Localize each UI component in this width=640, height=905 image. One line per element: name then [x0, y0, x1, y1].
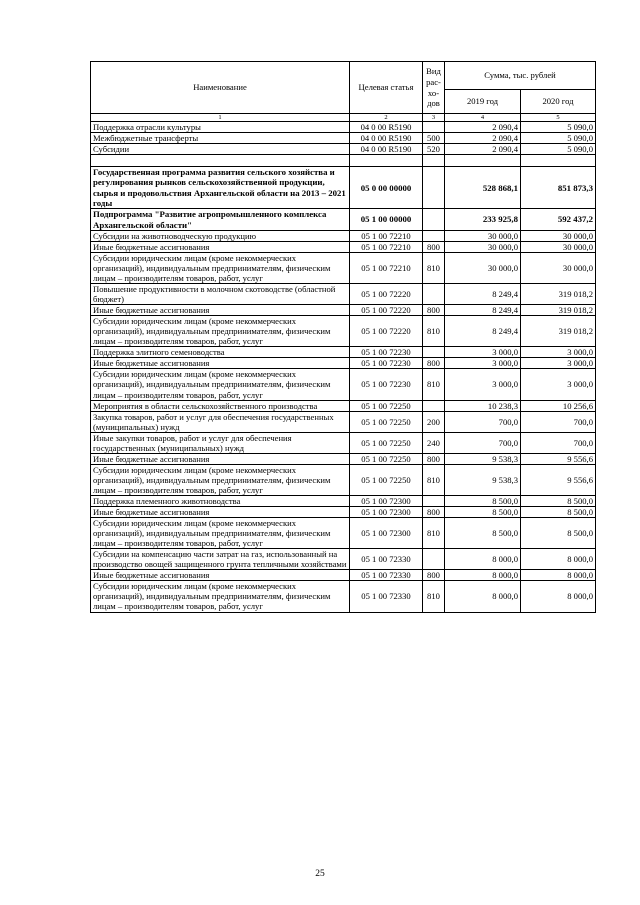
- table-row: [91, 432, 596, 453]
- column-number: 1: [91, 114, 350, 122]
- table-row: [91, 230, 596, 241]
- row-target-article: 05 1 00 72330: [350, 549, 423, 570]
- row-sum-2020: [521, 155, 596, 167]
- header-kind-line: дов: [427, 98, 440, 109]
- row-name: Поддержка элитного семеноводства: [91, 347, 350, 358]
- row-name: Поддержка племенного животноводства: [91, 496, 350, 507]
- table-row: [91, 518, 596, 549]
- row-target-article: 04 0 00 R5190: [350, 122, 423, 133]
- row-target-article: 05 1 00 72230: [350, 347, 423, 358]
- table-row: [91, 581, 596, 612]
- table-row: [91, 133, 596, 144]
- table-row: [91, 496, 596, 507]
- row-name: Субсидии юридическим лицам (кроме некоммерческих организаций), индивидуальным предпринимателям, физическим лицам – производителям товаров, работ, услуг: [91, 316, 350, 347]
- table-row: [91, 284, 596, 305]
- table-row: [91, 453, 596, 464]
- row-expense-kind: 810: [423, 581, 445, 612]
- row-expense-kind: 500: [423, 133, 445, 144]
- row-target-article: 05 1 00 72300: [350, 496, 423, 507]
- row-name: Субсидии юридическим лицам (кроме некоммерческих организаций), индивидуальным предпринимателям, физическим лицам – производителям товаров, работ, услуг: [91, 369, 350, 400]
- column-number: 3: [423, 114, 445, 122]
- table-row: [91, 155, 596, 167]
- row-sum-2020: 851 873,3: [521, 167, 596, 209]
- row-sum-2020: 9 556,6: [521, 453, 596, 464]
- table-row: [91, 347, 596, 358]
- table-row: [91, 209, 596, 231]
- row-name: Субсидии юридическим лицам (кроме некоммерческих организаций), индивидуальным предпринимателям, физическим лицам – производителям товаров, работ, услуг: [91, 252, 350, 283]
- row-name: Иные бюджетные ассигнования: [91, 453, 350, 464]
- row-name: Межбюджетные трансферты: [91, 133, 350, 144]
- row-name: Закупка товаров, работ и услуг для обеспечения государственных (муниципальных) нужд: [91, 411, 350, 432]
- row-name: Государственная программа развития сельского хозяйства и регулирования рынков сельскохозяйственной продукции, сырья и продовольствия Архангельской области на 2013 – 2021 годы: [91, 167, 350, 209]
- table-row: [91, 241, 596, 252]
- row-sum-2019: 8 000,0: [445, 570, 521, 581]
- header-kind-line: хо-: [427, 87, 440, 98]
- row-sum-2020: 5 090,0: [521, 133, 596, 144]
- table-row: [91, 316, 596, 347]
- row-sum-2019: 8 000,0: [445, 581, 521, 612]
- row-sum-2019: 2 090,4: [445, 133, 521, 144]
- row-sum-2019: 3 000,0: [445, 358, 521, 369]
- table-row: [91, 464, 596, 495]
- row-sum-2019: [445, 155, 521, 167]
- column-number-row: [91, 114, 596, 122]
- row-sum-2019: 2 090,4: [445, 122, 521, 133]
- row-target-article: 04 0 00 R5190: [350, 133, 423, 144]
- row-name: [91, 155, 350, 167]
- row-sum-2019: 8 500,0: [445, 518, 521, 549]
- budget-table: [90, 61, 596, 613]
- row-target-article: 05 1 00 72220: [350, 284, 423, 305]
- table-row: [91, 507, 596, 518]
- row-sum-2020: 30 000,0: [521, 241, 596, 252]
- row-sum-2019: 3 000,0: [445, 369, 521, 400]
- row-sum-2020: 10 256,6: [521, 400, 596, 411]
- row-expense-kind: 800: [423, 507, 445, 518]
- row-sum-2020: 8 500,0: [521, 496, 596, 507]
- row-expense-kind: 800: [423, 453, 445, 464]
- row-expense-kind: [423, 209, 445, 231]
- row-name: Поддержка отрасли культуры: [91, 122, 350, 133]
- row-sum-2020: 5 090,0: [521, 144, 596, 155]
- row-name: Субсидии юридическим лицам (кроме некоммерческих организаций), индивидуальным предпринимателям, физическим лицам – производителям товаров, работ, услуг: [91, 518, 350, 549]
- row-sum-2020: 3 000,0: [521, 369, 596, 400]
- row-name: Субсидии юридическим лицам (кроме некоммерческих организаций), индивидуальным предпринимателям, физическим лицам – производителям товаров, работ, услуг: [91, 581, 350, 612]
- table-row: [91, 400, 596, 411]
- row-target-article: 05 1 00 72250: [350, 411, 423, 432]
- row-target-article: 05 1 00 72250: [350, 464, 423, 495]
- row-target-article: 05 1 00 00000: [350, 209, 423, 231]
- row-sum-2019: 233 925,8: [445, 209, 521, 231]
- row-target-article: 05 1 00 72330: [350, 581, 423, 612]
- header-kind-line: Вид: [426, 66, 441, 77]
- table-row: [91, 570, 596, 581]
- table-row: [91, 144, 596, 155]
- row-sum-2019: 8 500,0: [445, 507, 521, 518]
- row-sum-2020: 8 000,0: [521, 581, 596, 612]
- row-sum-2019: 528 868,1: [445, 167, 521, 209]
- row-sum-2019: 3 000,0: [445, 347, 521, 358]
- row-target-article: 05 1 00 72300: [350, 507, 423, 518]
- row-name: Иные бюджетные ассигнования: [91, 358, 350, 369]
- row-name: Иные закупки товаров, работ и услуг для обеспечения государственных (муниципальных) нужд: [91, 432, 350, 453]
- page-number: 25: [315, 869, 325, 879]
- row-target-article: [350, 155, 423, 167]
- row-expense-kind: [423, 347, 445, 358]
- row-target-article: 05 1 00 72210: [350, 241, 423, 252]
- row-name: Иные бюджетные ассигнования: [91, 241, 350, 252]
- row-expense-kind: 800: [423, 358, 445, 369]
- table-row: [91, 549, 596, 570]
- row-sum-2020: 30 000,0: [521, 252, 596, 283]
- row-target-article: 05 1 00 72230: [350, 358, 423, 369]
- row-expense-kind: 810: [423, 316, 445, 347]
- row-target-article: 05 1 00 72230: [350, 369, 423, 400]
- row-sum-2020: 30 000,0: [521, 230, 596, 241]
- row-expense-kind: 810: [423, 518, 445, 549]
- table-row: [91, 369, 596, 400]
- row-sum-2019: 2 090,4: [445, 144, 521, 155]
- row-sum-2020: 319 018,2: [521, 316, 596, 347]
- row-name: Подпрограмма "Развитие агропромышленного комплекса Архангельской области": [91, 209, 350, 231]
- row-sum-2019: 700,0: [445, 411, 521, 432]
- header-target-article: Целевая статья: [350, 62, 423, 114]
- row-name: Субсидии: [91, 144, 350, 155]
- row-target-article: 05 1 00 72220: [350, 305, 423, 316]
- column-number: 4: [445, 114, 521, 122]
- row-name: Субсидии на животноводческую продукцию: [91, 230, 350, 241]
- row-name: Субсидии юридическим лицам (кроме некоммерческих организаций), индивидуальным предпринимателям, физическим лицам – производителям товаров, работ, услуг: [91, 464, 350, 495]
- row-target-article: 05 1 00 72330: [350, 570, 423, 581]
- header-year-2020: 2020 год: [521, 90, 596, 114]
- row-target-article: 05 1 00 72220: [350, 316, 423, 347]
- row-sum-2020: 8 500,0: [521, 518, 596, 549]
- row-expense-kind: [423, 549, 445, 570]
- row-target-article: 05 1 00 72250: [350, 432, 423, 453]
- row-expense-kind: 800: [423, 305, 445, 316]
- row-expense-kind: [423, 284, 445, 305]
- row-sum-2020: 592 437,2: [521, 209, 596, 231]
- row-sum-2020: 5 090,0: [521, 122, 596, 133]
- column-number: 5: [521, 114, 596, 122]
- row-sum-2020: 700,0: [521, 411, 596, 432]
- row-sum-2019: 10 238,3: [445, 400, 521, 411]
- row-expense-kind: 240: [423, 432, 445, 453]
- table-row: [91, 358, 596, 369]
- column-number: 2: [350, 114, 423, 122]
- table-row: [91, 411, 596, 432]
- row-name: Иные бюджетные ассигнования: [91, 570, 350, 581]
- header-name: Наименование: [91, 62, 350, 114]
- row-target-article: 04 0 00 R5190: [350, 144, 423, 155]
- header-sum: Сумма, тыс. рублей: [445, 62, 596, 90]
- row-sum-2020: 3 000,0: [521, 358, 596, 369]
- row-name: Иные бюджетные ассигнования: [91, 507, 350, 518]
- row-expense-kind: 800: [423, 570, 445, 581]
- row-expense-kind: 200: [423, 411, 445, 432]
- row-sum-2019: 30 000,0: [445, 230, 521, 241]
- row-name: Мероприятия в области сельскохозяйственного производства: [91, 400, 350, 411]
- row-sum-2019: 30 000,0: [445, 252, 521, 283]
- table-row: [91, 305, 596, 316]
- row-sum-2019: 8 249,4: [445, 305, 521, 316]
- row-expense-kind: [423, 122, 445, 133]
- row-sum-2020: 3 000,0: [521, 347, 596, 358]
- row-sum-2019: 9 538,3: [445, 464, 521, 495]
- row-expense-kind: 810: [423, 464, 445, 495]
- row-target-article: 05 1 00 72250: [350, 453, 423, 464]
- row-sum-2019: 30 000,0: [445, 241, 521, 252]
- row-sum-2020: 8 000,0: [521, 549, 596, 570]
- row-sum-2019: 8 500,0: [445, 496, 521, 507]
- table-row: [91, 252, 596, 283]
- row-target-article: 05 1 00 72250: [350, 400, 423, 411]
- table-row: [91, 167, 596, 209]
- row-name: Иные бюджетные ассигнования: [91, 305, 350, 316]
- row-expense-kind: 810: [423, 252, 445, 283]
- row-target-article: 05 1 00 72210: [350, 252, 423, 283]
- row-sum-2020: 700,0: [521, 432, 596, 453]
- row-sum-2019: 9 538,3: [445, 453, 521, 464]
- row-sum-2020: 319 018,2: [521, 284, 596, 305]
- row-expense-kind: [423, 167, 445, 209]
- row-expense-kind: 800: [423, 241, 445, 252]
- row-sum-2020: 9 556,6: [521, 464, 596, 495]
- row-expense-kind: [423, 155, 445, 167]
- row-expense-kind: [423, 496, 445, 507]
- row-target-article: 05 1 00 72210: [350, 230, 423, 241]
- row-sum-2020: 319 018,2: [521, 305, 596, 316]
- header-expense-kind: [423, 62, 445, 114]
- row-sum-2020: 8 000,0: [521, 570, 596, 581]
- row-target-article: 05 1 00 72300: [350, 518, 423, 549]
- row-sum-2019: 8 000,0: [445, 549, 521, 570]
- header-kind-line: рас-: [426, 76, 441, 87]
- row-sum-2020: 8 500,0: [521, 507, 596, 518]
- row-name: Повышение продуктивности в молочном скотоводстве (областной бюджет): [91, 284, 350, 305]
- table-row: [91, 122, 596, 133]
- row-sum-2019: 8 249,4: [445, 284, 521, 305]
- row-expense-kind: [423, 230, 445, 241]
- row-sum-2019: 8 249,4: [445, 316, 521, 347]
- header-year-2019: 2019 год: [445, 90, 521, 114]
- row-target-article: 05 0 00 00000: [350, 167, 423, 209]
- row-expense-kind: 810: [423, 369, 445, 400]
- row-expense-kind: [423, 400, 445, 411]
- row-name: Субсидии на компенсацию части затрат на газ, использованный на производство овощей защищенного грунта тепличными хозяйствами: [91, 549, 350, 570]
- row-expense-kind: 520: [423, 144, 445, 155]
- row-sum-2019: 700,0: [445, 432, 521, 453]
